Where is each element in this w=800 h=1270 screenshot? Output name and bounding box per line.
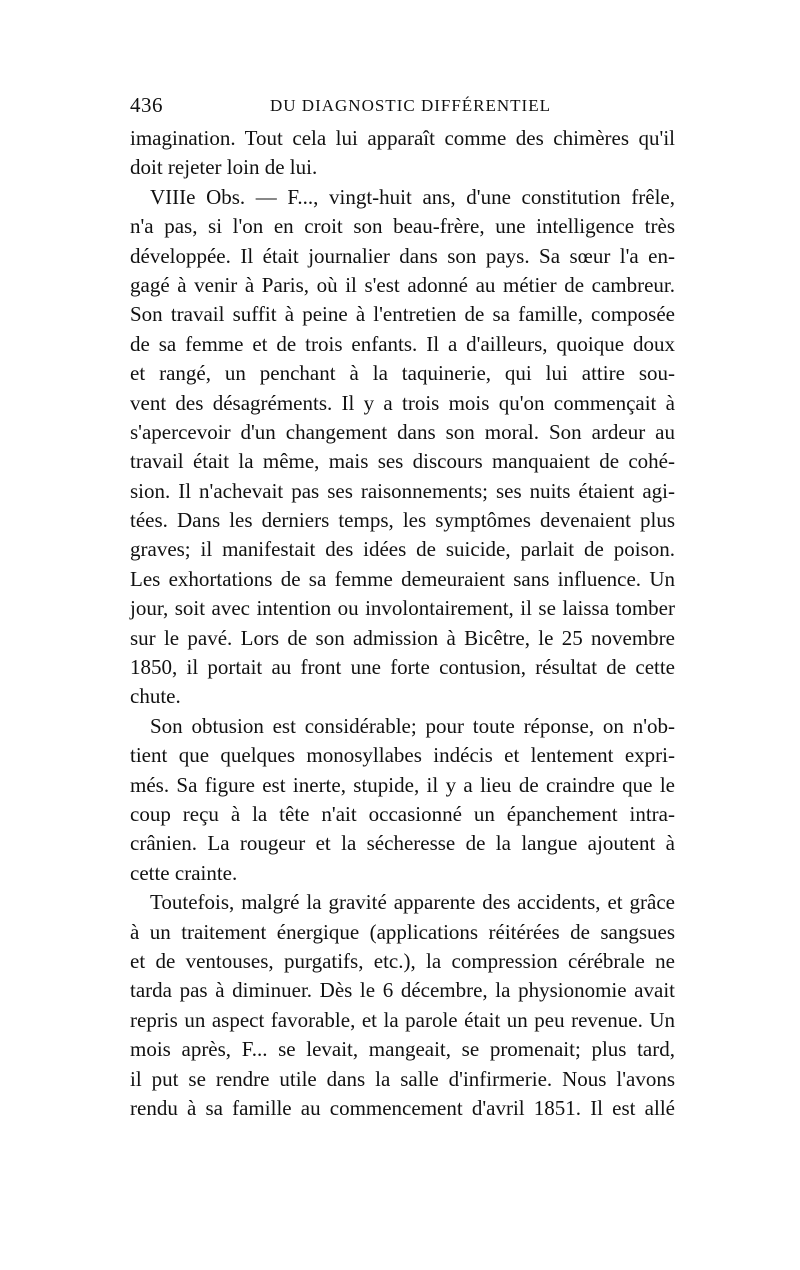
text-line: graves; il manifestait des idées de suicide, parlait de poison.: [130, 537, 675, 562]
text-line: développée. Il était journalier dans son pays. Sa sœur l'a en-: [130, 243, 675, 268]
text-line: travail était la même, mais ses discours manquaient de cohé-: [130, 449, 675, 474]
text-line: chute.: [130, 684, 181, 709]
text-line: il put se rendre utile dans la salle d'infirmerie. Nous l'avons: [130, 1066, 675, 1091]
text-line: de sa femme et de trois enfants. Il a d'ailleurs, quoique doux: [130, 331, 675, 356]
text-line: cette crainte.: [130, 860, 238, 885]
running-head: DU DIAGNOSTIC DIFFÉRENTIEL: [270, 96, 551, 115]
text-line: tient que quelques monosyllabes indécis et lentement expri-: [130, 743, 675, 768]
text-line: Son travail suffit à peine à l'entretien de sa famille, composée: [130, 302, 675, 327]
text-line: Son obtusion est considérable; pour toute réponse, on n'ob-: [150, 713, 675, 738]
text-line: doit rejeter loin de lui.: [130, 155, 318, 180]
text-line: tées. Dans les derniers temps, les symptômes devenaient plus: [130, 508, 675, 533]
text-line: sion. Il n'achevait pas ses raisonnements; ses nuits étaient agi-: [130, 478, 675, 503]
text-line: coup reçu à la tête n'ait occasionné un épanchement intra-: [130, 801, 675, 826]
text-line: à un traitement énergique (applications réitérées de sangsues: [130, 919, 675, 944]
text-line: et rangé, un penchant à la taquinerie, qui lui attire sou-: [130, 361, 675, 386]
text-line: n'a pas, si l'on en croit son beau-frère, une intelligence très: [130, 214, 675, 239]
page-header: [130, 92, 670, 118]
text-line: sur le pavé. Lors de son admission à Bicêtre, le 25 novembre: [130, 625, 675, 650]
body-text: [130, 124, 675, 1123]
text-line: crânien. La rougeur et la sécheresse de la langue ajoutent à: [130, 831, 675, 856]
text-line: imagination. Tout cela lui apparaît comme des chimères qu'il: [130, 126, 675, 150]
text-line: tarda pas à diminuer. Dès le 6 décembre, la physionomie avait: [130, 978, 675, 1003]
text-line: més. Sa figure est inerte, stupide, il y a lieu de craindre que le: [130, 772, 675, 797]
text-line: VIIIe Obs. — F..., vingt-huit ans, d'une constitution frêle,: [150, 184, 675, 209]
page-number: 436: [130, 93, 163, 117]
text-line: Les exhortations de sa femme demeuraient sans influence. Un: [130, 566, 675, 591]
text-line: Toutefois, malgré la gravité apparente des accidents, et grâce: [150, 890, 675, 915]
text-line: s'apercevoir d'un changement dans son moral. Son ardeur au: [130, 419, 675, 444]
text-line: jour, soit avec intention ou involontairement, il se laissa tomber: [130, 596, 675, 621]
text-line: rendu à sa famille au commencement d'avril 1851. Il est allé: [130, 1095, 675, 1120]
text-line: et de ventouses, purgatifs, etc.), la compression cérébrale ne: [130, 948, 675, 973]
text-line: 1850, il portait au front une forte contusion, résultat de cette: [130, 655, 675, 680]
text-line: mois après, F... se levait, mangeait, se promenait; plus tard,: [130, 1037, 675, 1062]
text-line: repris un aspect favorable, et la parole était un peu revenue. Un: [130, 1007, 675, 1032]
text-line: gagé à venir à Paris, où il s'est adonné au métier de cambreur.: [130, 272, 675, 297]
text-line: vent des désagréments. Il y a trois mois qu'on commençait à: [130, 390, 675, 415]
